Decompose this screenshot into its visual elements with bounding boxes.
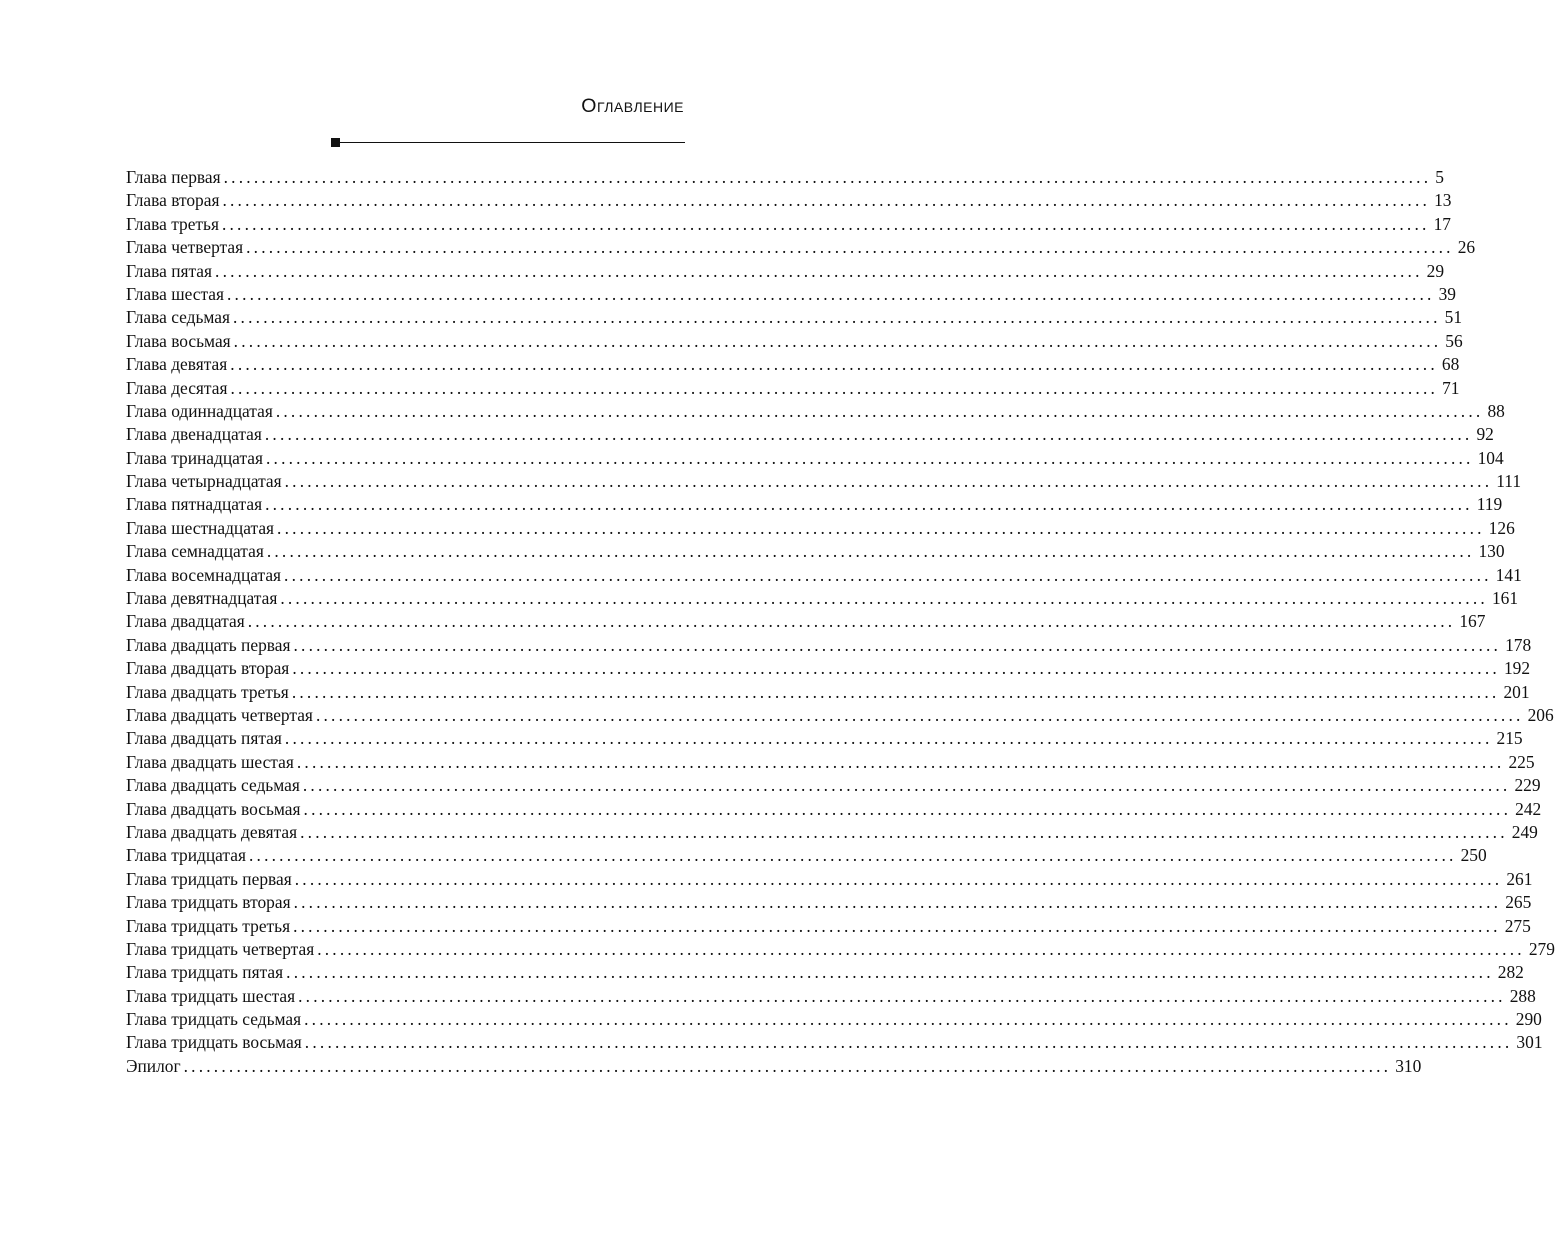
toc-entry-label: Глава двадцать четвертая: [126, 704, 313, 725]
toc-entry[interactable]: [126, 236, 1476, 259]
dot-leader: ................................................................................................................................................................: [280, 588, 1488, 609]
toc-entry-label: Глава тридцать седьмая: [126, 1009, 302, 1030]
toc-entry-page-number: 56: [1445, 330, 1463, 351]
toc-entry-label: Глава семнадцатая: [126, 541, 264, 562]
toc-entry-label: Глава двадцать шестая: [126, 751, 294, 772]
dot-leader: ................................................................................................................................................................: [284, 471, 1493, 492]
dot-leader: ................................................................................................................................................................: [304, 1009, 1512, 1030]
toc-entry-label: Глава первая: [126, 167, 221, 187]
toc-entry[interactable]: [126, 493, 1503, 516]
toc-entry[interactable]: [126, 1008, 1542, 1031]
toc-entry[interactable]: [126, 938, 1555, 961]
toc-entry-label: Глава десятая: [126, 377, 228, 398]
toc-entry[interactable]: [126, 470, 1522, 493]
dot-leader: ................................................................................................................................................................: [291, 681, 1500, 702]
toc-entry[interactable]: [126, 213, 1451, 236]
toc-entry[interactable]: [126, 306, 1463, 329]
dot-leader: ................................................................................................................................................................: [265, 447, 1474, 468]
toc-entry-label: Глава тридцать четвертая: [126, 938, 315, 959]
toc-entry-label: Глава шестнадцатая: [126, 517, 275, 538]
toc-entry-page-number: 71: [1442, 377, 1460, 398]
dot-leader: ................................................................................................................................................................: [226, 283, 1435, 304]
toc-entry[interactable]: [126, 1031, 1543, 1054]
dot-leader: ................................................................................................................................................................: [248, 845, 1457, 866]
toc-entry-label: Глава четвертая: [126, 237, 244, 258]
toc-entry[interactable]: [126, 844, 1487, 867]
toc-entry-label: Глава седьмая: [126, 307, 230, 328]
dot-leader: ................................................................................................................................................................: [246, 237, 1454, 258]
toc-entry-label: Глава вторая: [126, 190, 220, 211]
toc-entry-label: Глава тридцать третья: [126, 915, 291, 936]
toc-entry-page-number: 92: [1476, 424, 1494, 445]
toc-entry-label: Глава двадцать пятая: [126, 728, 282, 749]
dot-leader: ................................................................................................................................................................: [233, 330, 1442, 351]
toc-entry-page-number: 201: [1503, 681, 1530, 702]
toc-entry-label: Глава двадцать первая: [126, 634, 291, 655]
dot-leader: ................................................................................................................................................................: [303, 798, 1512, 819]
toc-entry-page-number: 261: [1506, 868, 1533, 889]
toc-entry-page-number: 225: [1508, 751, 1535, 772]
toc-entry-label: Глава третья: [126, 213, 219, 234]
dot-leader: ................................................................................................................................................................: [265, 494, 1473, 515]
toc-entry-page-number: 29: [1426, 260, 1445, 281]
toc-entry-label: Глава двадцать восьмая: [126, 798, 301, 819]
toc-entry-page-number: 310: [1395, 1055, 1422, 1076]
toc-entry-label: Глава двадцать седьмая: [126, 775, 300, 796]
dot-leader: ................................................................................................................................................................: [223, 167, 1432, 187]
toc-entry[interactable]: [126, 915, 1531, 938]
dot-leader: ................................................................................................................................................................: [264, 424, 1473, 445]
dot-leader: ................................................................................................................................................................: [293, 915, 1501, 936]
toc-entry[interactable]: [126, 634, 1532, 657]
toc-entry-page-number: 229: [1514, 775, 1541, 796]
dot-leader: ................................................................................................................................................................: [221, 213, 1430, 234]
toc-entry-page-number: 249: [1511, 821, 1538, 842]
toc-entry[interactable]: [126, 681, 1530, 704]
toc-entry-page-number: 161: [1491, 588, 1519, 609]
toc-entry-page-number: 282: [1497, 962, 1524, 983]
dot-leader: ................................................................................................................................................................: [266, 541, 1475, 562]
toc-entry[interactable]: [126, 610, 1486, 633]
dot-leader: ................................................................................................................................................................: [292, 658, 1500, 679]
toc-entry[interactable]: [126, 985, 1536, 1008]
toc-entry[interactable]: [126, 400, 1505, 423]
toc-entry-page-number: 288: [1509, 985, 1536, 1006]
toc-entry-label: Глава тридцатая: [126, 845, 246, 866]
dot-leader: ................................................................................................................................................................: [230, 354, 1438, 375]
toc-entry-page-number: 167: [1459, 611, 1486, 632]
toc-entry-page-number: 206: [1527, 704, 1554, 725]
dot-leader: ................................................................................................................................................................: [247, 611, 1456, 632]
toc-entry[interactable]: [126, 751, 1535, 774]
toc-entry-label: Глава тридцать пятая: [126, 962, 284, 983]
dot-leader: ................................................................................................................................................................: [286, 962, 1494, 983]
toc-entry-page-number: 250: [1460, 845, 1487, 866]
toc-entry-label: Глава девятнадцатая: [126, 588, 278, 609]
toc-entry-page-number: 192: [1503, 658, 1531, 679]
toc-entry[interactable]: [126, 447, 1504, 470]
toc-entry-page-number: 5: [1435, 167, 1444, 187]
dot-leader: ................................................................................................................................................................: [275, 400, 1484, 421]
toc-entry-label: Глава шестая: [126, 283, 224, 304]
toc-entry[interactable]: [126, 727, 1523, 750]
rule-line: [340, 142, 685, 143]
toc-entry-page-number: 242: [1515, 798, 1542, 819]
toc-entry[interactable]: [126, 821, 1538, 844]
toc-entry-page-number: 68: [1441, 354, 1460, 375]
toc-entry-page-number: 275: [1504, 915, 1531, 936]
dot-leader: ................................................................................................................................................................: [230, 377, 1439, 398]
toc-entry-label: Глава двадцать вторая: [126, 658, 290, 679]
toc-entry-page-number: 104: [1477, 447, 1504, 468]
toc-entry[interactable]: [126, 1055, 1422, 1078]
dot-leader: ................................................................................................................................................................: [300, 821, 1508, 842]
toc-entry-label: Глава двадцать третья: [126, 681, 289, 702]
toc-entry[interactable]: [126, 540, 1505, 563]
toc-entry-label: Глава четырнадцатая: [126, 471, 282, 492]
toc-entry-label: Глава тридцать первая: [126, 868, 292, 889]
toc-entry[interactable]: [126, 377, 1460, 400]
toc-entry-page-number: 111: [1496, 471, 1522, 492]
toc-entry[interactable]: [126, 704, 1554, 727]
toc-entry-page-number: 126: [1488, 517, 1515, 538]
toc-entry[interactable]: [126, 961, 1524, 984]
dot-leader: ................................................................................................................................................................: [293, 892, 1502, 913]
rule-square-ornament: [331, 138, 340, 147]
dot-leader: ................................................................................................................................................................: [296, 751, 1505, 772]
toc-entry[interactable]: [126, 657, 1531, 680]
toc-entry-label: Глава тринадцатая: [126, 447, 263, 468]
toc-entry-page-number: 51: [1444, 307, 1463, 328]
toc-entry-page-number: 39: [1438, 283, 1456, 304]
dot-leader: ................................................................................................................................................................: [215, 260, 1423, 281]
toc-entry[interactable]: [126, 166, 1444, 189]
dot-leader: ................................................................................................................................................................: [233, 307, 1441, 328]
toc-entry-label: Эпилог: [126, 1055, 181, 1076]
toc-entry-page-number: 17: [1433, 213, 1451, 234]
toc-entry-label: Глава тридцать вторая: [126, 892, 291, 913]
dot-leader: ................................................................................................................................................................: [304, 1032, 1513, 1053]
toc-entry[interactable]: [126, 564, 1522, 587]
toc-entry-page-number: 88: [1487, 400, 1505, 421]
toc-entry-page-number: 215: [1496, 728, 1523, 749]
page-title: Оглавление: [581, 95, 684, 117]
dot-leader: ................................................................................................................................................................: [294, 868, 1503, 889]
dot-leader: ................................................................................................................................................................: [317, 938, 1525, 959]
toc-entry[interactable]: [126, 283, 1456, 306]
toc-entry[interactable]: [126, 587, 1519, 610]
toc-entry-page-number: 178: [1505, 634, 1532, 655]
toc-list: [126, 166, 1555, 1078]
toc-entry[interactable]: [126, 189, 1452, 212]
toc-entry-page-number: 119: [1476, 494, 1503, 515]
toc-entry-page-number: 141: [1495, 564, 1522, 585]
dot-leader: ................................................................................................................................................................: [315, 704, 1524, 725]
toc-entry[interactable]: [126, 353, 1460, 376]
toc-entry[interactable]: [126, 517, 1515, 540]
title-rule: [331, 138, 685, 148]
toc-entry-page-number: 279: [1528, 938, 1555, 959]
dot-leader: ................................................................................................................................................................: [298, 985, 1506, 1006]
toc-entry[interactable]: [126, 774, 1541, 797]
toc-entry[interactable]: [126, 868, 1533, 891]
toc-entry-label: Глава одиннадцатая: [126, 400, 273, 421]
toc-entry-label: Глава восьмая: [126, 330, 231, 351]
dot-leader: ................................................................................................................................................................: [293, 634, 1502, 655]
toc-entry-page-number: 301: [1516, 1032, 1543, 1053]
dot-leader: ................................................................................................................................................................: [222, 190, 1431, 211]
dot-leader: ................................................................................................................................................................: [302, 775, 1511, 796]
dot-leader: ................................................................................................................................................................: [284, 728, 1493, 749]
toc-entry-page-number: 265: [1505, 892, 1532, 913]
toc-entry-label: Глава пятая: [126, 260, 213, 281]
toc-entry-page-number: 13: [1434, 190, 1452, 211]
toc-entry[interactable]: [126, 891, 1532, 914]
dot-leader: ................................................................................................................................................................: [183, 1055, 1392, 1076]
toc-entry[interactable]: [126, 260, 1445, 283]
toc-entry[interactable]: [126, 798, 1542, 821]
toc-entry[interactable]: [126, 330, 1463, 353]
toc-entry-label: Глава тридцать восьмая: [126, 1032, 302, 1053]
toc-entry-page-number: 130: [1478, 541, 1505, 562]
toc-entry[interactable]: [126, 423, 1494, 446]
toc-entry-label: Глава двенадцатая: [126, 424, 262, 445]
dot-leader: ................................................................................................................................................................: [277, 517, 1485, 538]
toc-entry-label: Глава восемнадцатая: [126, 564, 282, 585]
toc-entry-label: Глава двадцать девятая: [126, 821, 298, 842]
toc-entry-label: Глава двадцатая: [126, 611, 245, 632]
dot-leader: ................................................................................................................................................................: [284, 564, 1492, 585]
toc-entry-label: Глава пятнадцатая: [126, 494, 263, 515]
toc-entry-label: Глава тридцать шестая: [126, 985, 296, 1006]
toc-entry-page-number: 290: [1515, 1009, 1542, 1030]
toc-entry-label: Глава девятая: [126, 354, 228, 375]
toc-entry-page-number: 26: [1457, 237, 1476, 258]
